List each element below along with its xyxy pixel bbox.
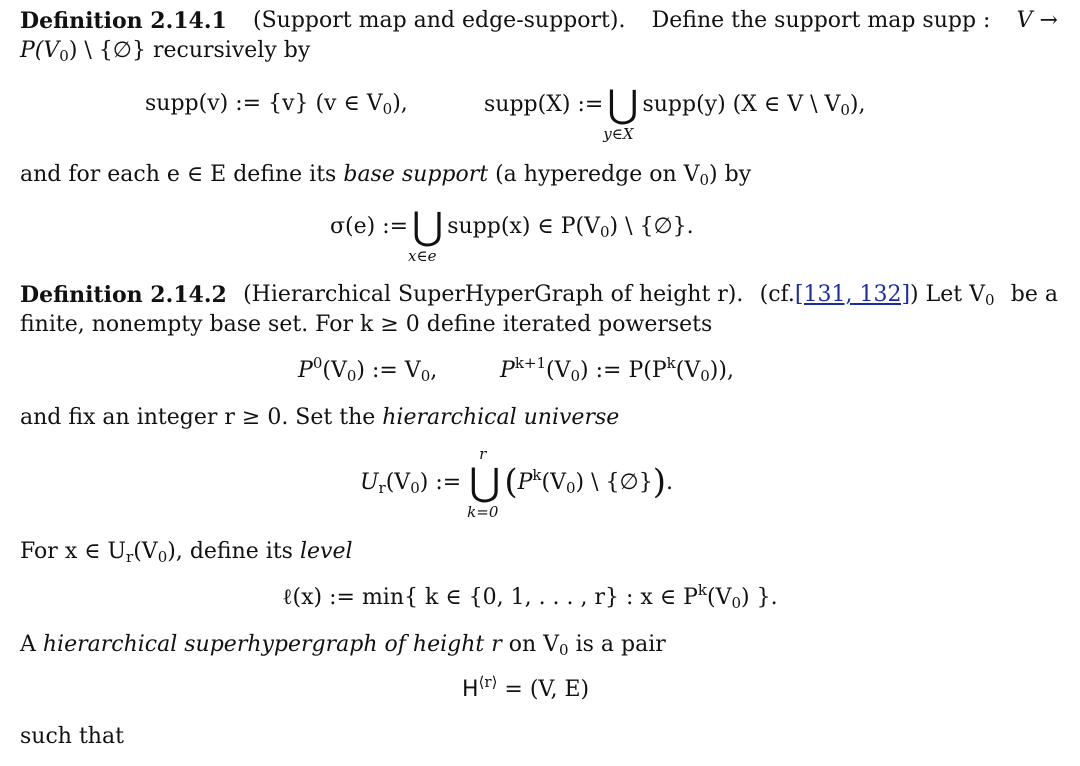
powerset-symbol: P(V [20,38,60,63]
equation-supp [0,82,1080,144]
def2-line4: For x ∈ $U_r(V_0)$, define its level [20,539,353,566]
def1-line3-a: and for each e ∈ E define its [20,162,337,187]
eq4: $U_r(V_0)$ := ⋃ r k=0 ($P^k(V_0)$ \ {∅}). [360,445,673,521]
def1-line3-b: (a hyperedge on V [495,162,700,187]
level-term: level [299,539,353,564]
subscript-zero: 0 [59,47,69,65]
equation-pair [0,673,1080,708]
def1-title: (Support map and edge-support). [253,8,626,33]
eq2-limit: x∈e [408,247,437,265]
def2-line6: such that [20,724,124,749]
eq1-right: supp(X) := ⋃ y∈X supp(y) (X ∈ V \ $V_0$), [484,82,866,143]
eq1-left: supp(v) := {v} (v ∈ $V_0$), [145,91,408,118]
eq1-limit: y∈X [603,125,634,143]
equation-level [0,581,1080,616]
bigcup-symbol: ⋃ x∈e [408,204,444,265]
equation-universe [0,444,1080,524]
def2-line2: finite, nonempty base set. For k ≥ 0 define iterated powersets [20,312,713,337]
blackboard-h: H [462,677,479,702]
def1-line2 [20,37,1058,65]
hierarchical-superhypergraph-term: hierarchical superhypergraph of height r [42,632,502,657]
def1-line3: and for each e ∈ E define its base support (a hyperedge on $V_0$) by [20,162,752,189]
def1-line2-text: ) \ {∅} recursively by [68,38,311,63]
base-support-term: base support [343,162,489,187]
def2-line3-a: and fix an integer r ≥ 0. Set the [20,405,376,430]
citation-link[interactable]: [131, 132] [794,282,911,307]
eq4-lower: k=0 [467,503,499,521]
eq3-right: $P^{k+1}(V_0)$ := $P(P^k(V_0))$, [500,354,734,385]
def1-intro-a: Define the support map supp : [651,8,991,33]
def1-intro-b: V → [1016,8,1058,33]
def2-label: Definition 2.14.2 [20,282,227,308]
eq2: σ(e) := ⋃ x∈e supp(x) ∈ $P(V_0)$ \ {∅}. [330,204,694,265]
def2-title: (Hierarchical SuperHyperGraph of height r). [243,282,744,307]
def1-line1 [20,7,1058,36]
def2-cf-end: be a [1010,282,1058,307]
bigcup-symbol: ⋃ y∈X [603,82,639,143]
eq4-upper: r [479,445,487,463]
eq5: ℓ(x) := min{ k ∈ {0, 1, . . . , r} : x ∈ $P^k(V_0)$ }. [282,581,778,612]
bigcup-symbol: ⋃ r k=0 [467,445,501,521]
equation-powersets [0,354,1080,391]
def2-line5: A hierarchical superhypergraph of height r on $V_0$ is a pair [20,632,666,659]
def2-cf: (cf.[131, 132]) Let $V_0$ [759,282,995,309]
hierarchical-universe-term: hierarchical universe [382,405,620,430]
equation-sigma [0,204,1080,266]
eq3: $P^0(V_0)$ := $V_0$, [298,354,438,385]
def2-line3 [20,404,1058,432]
def1-label: Definition 2.14.1 [20,8,227,34]
eq6: $H^{⟨r⟩} = (V$, E) [462,673,590,702]
def2-line1 [20,281,1058,309]
def1-heading [20,7,227,36]
